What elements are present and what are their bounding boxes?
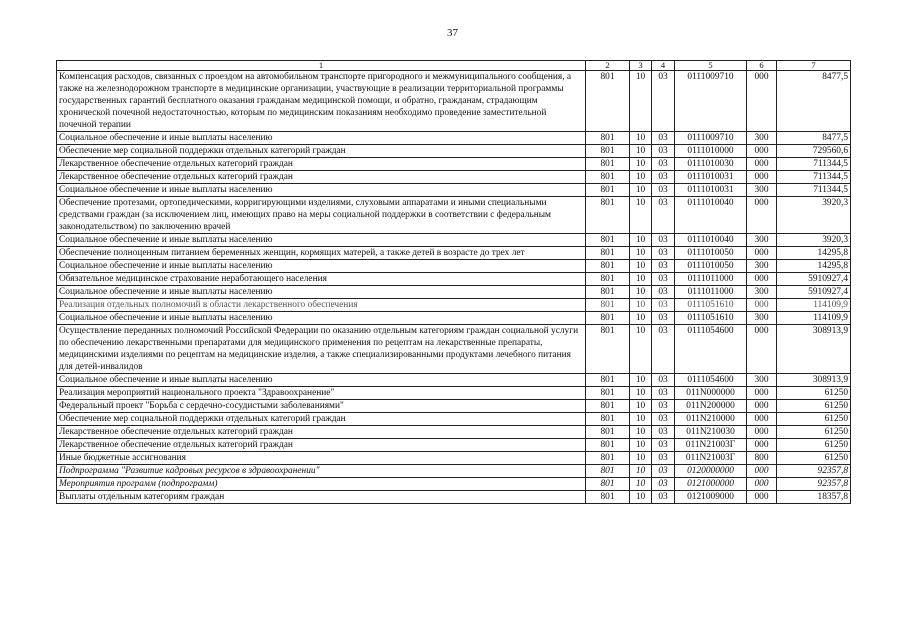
section-code: 10 [630, 299, 652, 312]
section-code: 10 [630, 132, 652, 145]
ministry-code: 801 [586, 71, 630, 132]
section-code: 10 [630, 184, 652, 197]
column-number-row [57, 61, 851, 71]
section-code: 10 [630, 171, 652, 184]
ministry-code: 801 [586, 132, 630, 145]
subsection-code: 03 [652, 145, 675, 158]
target-article-code: 0111010040 [675, 234, 747, 247]
ministry-code: 801 [586, 158, 630, 171]
table-row [57, 400, 851, 413]
target-article-code: 011N210030 [675, 426, 747, 439]
section-code: 10 [630, 478, 652, 491]
section-code: 10 [630, 158, 652, 171]
amount: 5910927,4 [777, 286, 851, 299]
amount: 114109,9 [777, 299, 851, 312]
expense-type-code: 000 [747, 145, 777, 158]
row-name: Обеспечение протезами, ортопедическими, корригирующими изделиями, слуховыми аппаратами и иными специальными средствами граждан (за исключением лиц, имеющих право на меры социальной поддержки в соответствии с федеральным законодательством) по заключению врачей [57, 197, 586, 234]
row-name: Обеспечение мер социальной поддержки отдельных категорий граждан [57, 413, 586, 426]
table-row [57, 145, 851, 158]
table-row [57, 299, 851, 312]
expense-type-code: 300 [747, 234, 777, 247]
ministry-code: 801 [586, 465, 630, 478]
amount: 711344,5 [777, 158, 851, 171]
target-article-code: 0120000000 [675, 465, 747, 478]
subsection-code: 03 [652, 247, 675, 260]
section-code: 10 [630, 491, 652, 504]
row-name: Социальное обеспечение и иные выплаты населению [57, 286, 586, 299]
target-article-code: 0111011000 [675, 286, 747, 299]
subsection-code: 03 [652, 132, 675, 145]
amount: 61250 [777, 387, 851, 400]
amount: 711344,5 [777, 184, 851, 197]
amount: 8477,5 [777, 132, 851, 145]
section-code: 10 [630, 273, 652, 286]
row-name: Реализация отдельных полномочий в области лекарственного обеспечения [57, 299, 586, 312]
section-code: 10 [630, 400, 652, 413]
budget-table [56, 60, 851, 504]
expense-type-code: 800 [747, 452, 777, 465]
target-article-code: 011N21003Г [675, 452, 747, 465]
amount: 711344,5 [777, 171, 851, 184]
section-code: 10 [630, 286, 652, 299]
expense-type-code: 000 [747, 478, 777, 491]
section-code: 10 [630, 374, 652, 387]
amount: 114109,9 [777, 312, 851, 325]
column-header: 3 [630, 61, 652, 71]
table-row [57, 273, 851, 286]
section-code: 10 [630, 71, 652, 132]
table-row [57, 491, 851, 504]
subsection-code: 03 [652, 260, 675, 273]
amount: 61250 [777, 426, 851, 439]
amount: 18357,8 [777, 491, 851, 504]
row-name: Социальное обеспечение и иные выплаты населению [57, 374, 586, 387]
ministry-code: 801 [586, 426, 630, 439]
row-name: Лекарственное обеспечение отдельных категорий граждан [57, 171, 586, 184]
target-article-code: 0111009710 [675, 71, 747, 132]
column-header: 7 [777, 61, 851, 71]
column-header: 5 [675, 61, 747, 71]
column-header: 4 [652, 61, 675, 71]
row-name: Социальное обеспечение и иные выплаты населению [57, 132, 586, 145]
ministry-code: 801 [586, 260, 630, 273]
ministry-code: 801 [586, 184, 630, 197]
table-row [57, 286, 851, 299]
expense-type-code: 000 [747, 400, 777, 413]
amount: 14295,8 [777, 247, 851, 260]
expense-type-code: 000 [747, 171, 777, 184]
amount: 5910927,4 [777, 273, 851, 286]
target-article-code: 0111010050 [675, 260, 747, 273]
row-name: Социальное обеспечение и иные выплаты населению [57, 184, 586, 197]
subsection-code: 03 [652, 452, 675, 465]
target-article-code: 0111009710 [675, 132, 747, 145]
row-name: Лекарственное обеспечение отдельных категорий граждан [57, 426, 586, 439]
row-name: Выплаты отдельным категориям граждан [57, 491, 586, 504]
row-name: Подпрограмма "Развитие кадровых ресурсов в здравоохранении" [57, 465, 586, 478]
table-row [57, 387, 851, 400]
table-row [57, 234, 851, 247]
row-name: Обеспечение мер социальной поддержки отдельных категорий граждан [57, 145, 586, 158]
ministry-code: 801 [586, 273, 630, 286]
amount: 61250 [777, 452, 851, 465]
table-row [57, 478, 851, 491]
ministry-code: 801 [586, 452, 630, 465]
table-row [57, 184, 851, 197]
target-article-code: 0111010031 [675, 184, 747, 197]
subsection-code: 03 [652, 465, 675, 478]
expense-type-code: 300 [747, 260, 777, 273]
target-article-code: 011N000000 [675, 387, 747, 400]
expense-type-code: 000 [747, 247, 777, 260]
ministry-code: 801 [586, 439, 630, 452]
ministry-code: 801 [586, 234, 630, 247]
section-code: 10 [630, 312, 652, 325]
row-name: Иные бюджетные ассигнования [57, 452, 586, 465]
row-name: Социальное обеспечение и иные выплаты населению [57, 234, 586, 247]
ministry-code: 801 [586, 299, 630, 312]
subsection-code: 03 [652, 413, 675, 426]
subsection-code: 03 [652, 400, 675, 413]
expense-type-code: 000 [747, 71, 777, 132]
expense-type-code: 000 [747, 426, 777, 439]
section-code: 10 [630, 260, 652, 273]
subsection-code: 03 [652, 325, 675, 374]
table-row [57, 132, 851, 145]
expense-type-code: 000 [747, 439, 777, 452]
expense-type-code: 000 [747, 158, 777, 171]
row-name: Обязательное медицинское страхование неработающего населения [57, 273, 586, 286]
subsection-code: 03 [652, 158, 675, 171]
subsection-code: 03 [652, 426, 675, 439]
section-code: 10 [630, 439, 652, 452]
table-row [57, 465, 851, 478]
row-name: Лекарственное обеспечение отдельных категорий граждан [57, 158, 586, 171]
section-code: 10 [630, 452, 652, 465]
subsection-code: 03 [652, 71, 675, 132]
ministry-code: 801 [586, 197, 630, 234]
target-article-code: 0111011000 [675, 273, 747, 286]
target-article-code: 011N200000 [675, 400, 747, 413]
expense-type-code: 000 [747, 387, 777, 400]
table-row [57, 325, 851, 374]
row-name: Федеральный проект "Борьба с сердечно-сосудистыми заболеваниями" [57, 400, 586, 413]
subsection-code: 03 [652, 273, 675, 286]
row-name: Обеспечение полноценным питанием беременных женщин, кормящих матерей, а также детей в возрасте до трех лет [57, 247, 586, 260]
subsection-code: 03 [652, 387, 675, 400]
page-number: 37 [447, 27, 458, 39]
amount: 8477,5 [777, 71, 851, 132]
table-row [57, 312, 851, 325]
column-header: 1 [57, 61, 586, 71]
expense-type-code: 300 [747, 312, 777, 325]
ministry-code: 801 [586, 312, 630, 325]
table-row [57, 171, 851, 184]
expense-type-code: 000 [747, 325, 777, 374]
section-code: 10 [630, 197, 652, 234]
table-row [57, 71, 851, 132]
subsection-code: 03 [652, 286, 675, 299]
table-row [57, 452, 851, 465]
subsection-code: 03 [652, 374, 675, 387]
amount: 61250 [777, 413, 851, 426]
ministry-code: 801 [586, 374, 630, 387]
ministry-code: 801 [586, 478, 630, 491]
ministry-code: 801 [586, 247, 630, 260]
target-article-code: 0111010031 [675, 171, 747, 184]
target-article-code: 0121000000 [675, 478, 747, 491]
expense-type-code: 300 [747, 184, 777, 197]
expense-type-code: 000 [747, 491, 777, 504]
amount: 61250 [777, 439, 851, 452]
ministry-code: 801 [586, 325, 630, 374]
row-name: Реализация мероприятий национального проекта "Здравоохранение" [57, 387, 586, 400]
ministry-code: 801 [586, 286, 630, 299]
subsection-code: 03 [652, 184, 675, 197]
target-article-code: 0111051610 [675, 312, 747, 325]
target-article-code: 0121009000 [675, 491, 747, 504]
table-row [57, 260, 851, 273]
target-article-code: 0111054600 [675, 325, 747, 374]
target-article-code: 0111054600 [675, 374, 747, 387]
table-row [57, 439, 851, 452]
amount: 3920,3 [777, 197, 851, 234]
amount: 729560,6 [777, 145, 851, 158]
ministry-code: 801 [586, 171, 630, 184]
amount: 308913,9 [777, 374, 851, 387]
table-row [57, 247, 851, 260]
subsection-code: 03 [652, 439, 675, 452]
target-article-code: 011N21003Г [675, 439, 747, 452]
ministry-code: 801 [586, 491, 630, 504]
row-name: Лекарственное обеспечение отдельных категорий граждан [57, 439, 586, 452]
amount: 92357,8 [777, 465, 851, 478]
section-code: 10 [630, 413, 652, 426]
amount: 92357,8 [777, 478, 851, 491]
table-row [57, 197, 851, 234]
subsection-code: 03 [652, 312, 675, 325]
column-header: 2 [586, 61, 630, 71]
subsection-code: 03 [652, 234, 675, 247]
expense-type-code: 300 [747, 132, 777, 145]
subsection-code: 03 [652, 491, 675, 504]
ministry-code: 801 [586, 145, 630, 158]
target-article-code: 0111051610 [675, 299, 747, 312]
expense-type-code: 300 [747, 374, 777, 387]
ministry-code: 801 [586, 400, 630, 413]
row-name: Мероприятия программ (подпрограмм) [57, 478, 586, 491]
ministry-code: 801 [586, 413, 630, 426]
amount: 308913,9 [777, 325, 851, 374]
subsection-code: 03 [652, 171, 675, 184]
amount: 3920,3 [777, 234, 851, 247]
subsection-code: 03 [652, 197, 675, 234]
expense-type-code: 000 [747, 197, 777, 234]
section-code: 10 [630, 465, 652, 478]
section-code: 10 [630, 325, 652, 374]
expense-type-code: 000 [747, 273, 777, 286]
target-article-code: 0111010050 [675, 247, 747, 260]
section-code: 10 [630, 387, 652, 400]
row-name: Компенсация расходов, связанных с проездом на автомобильном транспорте пригородного и межмуниципального сообщения, а также на железнодорожном транспорте в медицинские организации, участвующие в реализации территориальной программы государственных гарантий бесплатного оказания гражданам медицинской помощи, и обратно, гражданам, страдающим хронической почечной недостаточностью, которым по медицинским показаниям необходимо проведение заместительной почечной терапии [57, 71, 586, 132]
ministry-code: 801 [586, 387, 630, 400]
row-name: Социальное обеспечение и иные выплаты населению [57, 312, 586, 325]
table-row [57, 426, 851, 439]
target-article-code: 0111010040 [675, 197, 747, 234]
expense-type-code: 300 [747, 286, 777, 299]
subsection-code: 03 [652, 478, 675, 491]
amount: 14295,8 [777, 260, 851, 273]
target-article-code: 0111010000 [675, 145, 747, 158]
section-code: 10 [630, 426, 652, 439]
section-code: 10 [630, 145, 652, 158]
expense-type-code: 000 [747, 413, 777, 426]
row-name: Осуществление переданных полномочий Российской Федерации по оказанию отдельным категориям граждан социальной услуги по обеспечению лекарственными препаратами для медицинского применения по рецептам на лекарственные препараты, медицинскими изделиями по рецептам на медицинские изделия, а также специализированными продуктами лечебного питания для детей-инвалидов [57, 325, 586, 374]
expense-type-code: 000 [747, 299, 777, 312]
row-name: Социальное обеспечение и иные выплаты населению [57, 260, 586, 273]
table-row [57, 413, 851, 426]
section-code: 10 [630, 234, 652, 247]
table-row [57, 374, 851, 387]
table-row [57, 158, 851, 171]
expense-type-code: 000 [747, 465, 777, 478]
subsection-code: 03 [652, 299, 675, 312]
target-article-code: 011N210000 [675, 413, 747, 426]
section-code: 10 [630, 247, 652, 260]
column-header: 6 [747, 61, 777, 71]
amount: 61250 [777, 400, 851, 413]
target-article-code: 0111010030 [675, 158, 747, 171]
